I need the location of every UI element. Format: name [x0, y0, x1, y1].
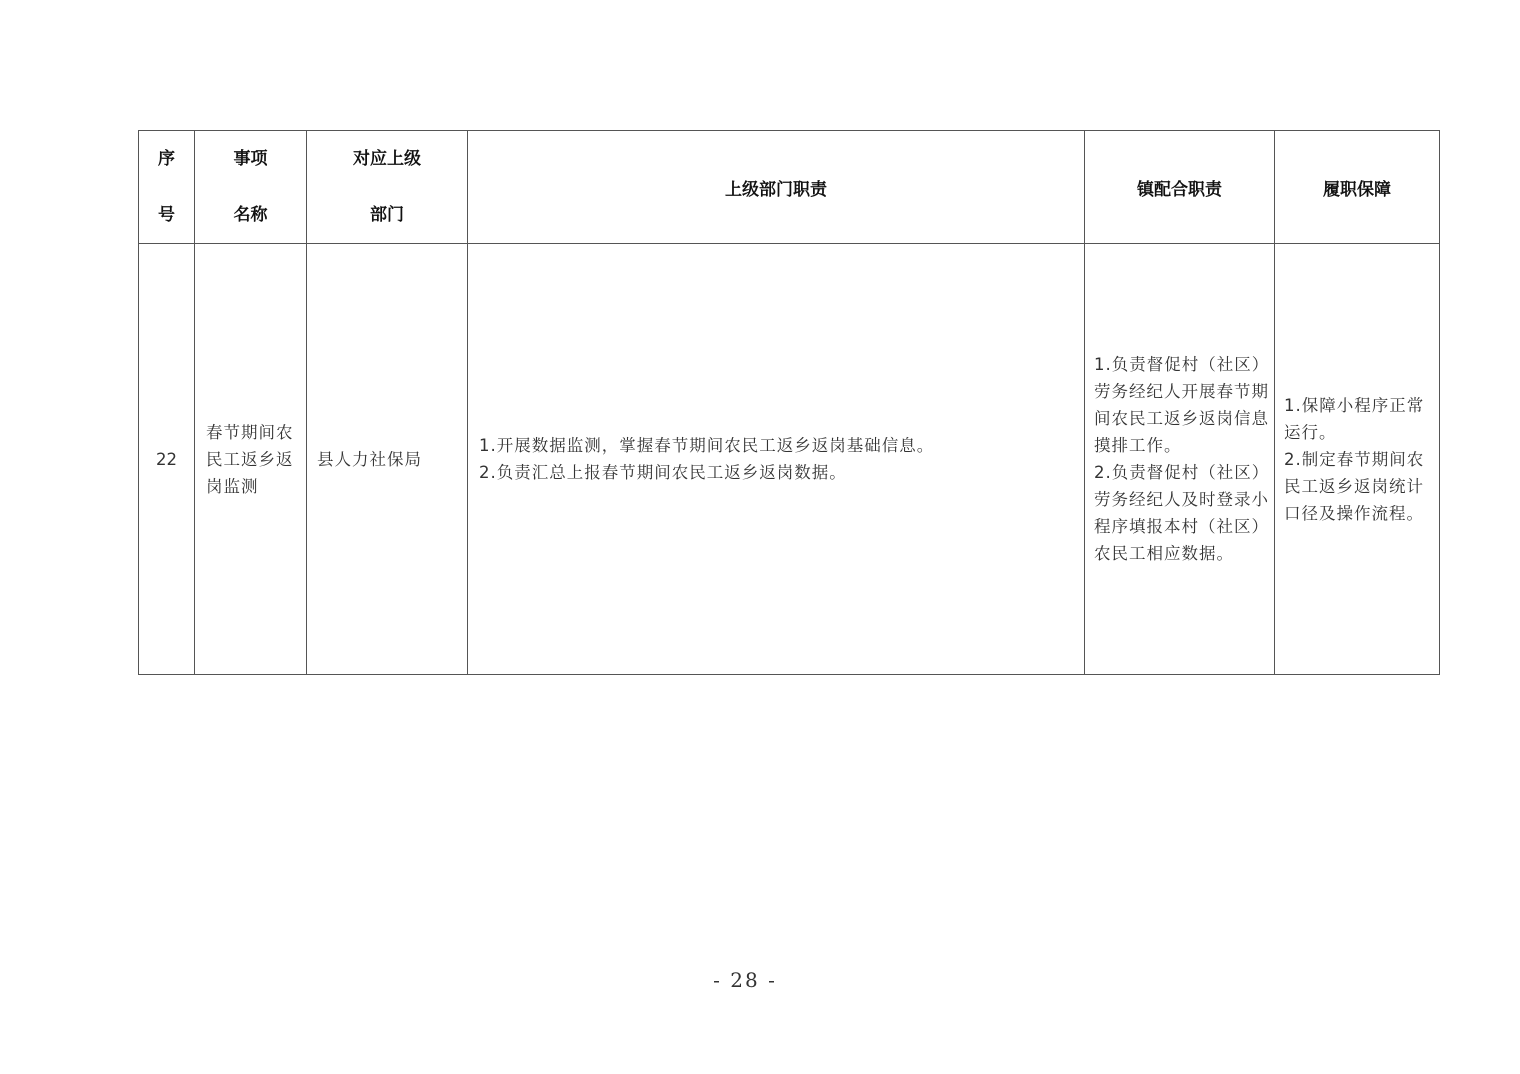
- header-item-line2: 名称: [233, 205, 268, 225]
- cell-item-name: [195, 244, 307, 675]
- header-serial-number: [139, 131, 195, 244]
- guarantee-line: 1.保障小程序正常运行。: [1284, 395, 1425, 442]
- cell-department: [307, 244, 468, 675]
- header-serial-line1: 序: [158, 149, 175, 169]
- town-duty-line: 1.负责督促村（社区）劳务经纪人开展春节期间农民工返乡返岗信息摸排工作。: [1094, 355, 1270, 455]
- page-number: - 28 -: [713, 968, 777, 992]
- header-corresponding-department: [307, 131, 468, 244]
- header-duty-guarantee: 履职保障: [1275, 131, 1440, 244]
- upper-duty-line: 2.负责汇总上报春节期间农民工返乡返岗数据。: [479, 463, 847, 482]
- table-body: [139, 244, 1440, 675]
- table-header: [139, 131, 1440, 244]
- cell-guarantee: [1275, 244, 1440, 675]
- header-serial-line2: 号: [158, 205, 175, 225]
- duty-table: [138, 130, 1440, 675]
- header-dept-line2: 部门: [370, 205, 404, 225]
- header-town-cooperation-duty: 镇配合职责: [1085, 131, 1275, 244]
- cell-upper-duty: [468, 244, 1085, 675]
- header-item-line1: 事项: [233, 149, 268, 169]
- town-duty-line: 2.负责督促村（社区）劳务经纪人及时登录小程序填报本村（社区）农民工相应数据。: [1094, 463, 1270, 563]
- item-name-text: 春节期间农民工返乡返岗监测: [206, 422, 294, 496]
- cell-serial-number: 22: [139, 244, 195, 675]
- header-upper-department-duty: 上级部门职责: [468, 131, 1085, 244]
- table-row: [139, 244, 1440, 675]
- guarantee-line: 2.制定春节期间农民工返乡返岗统计口径及操作流程。: [1284, 449, 1425, 523]
- header-row: [139, 131, 1440, 244]
- department-text: 县人力社保局: [317, 449, 422, 469]
- header-item-name: [195, 131, 307, 244]
- upper-duty-line: 1.开展数据监测，掌握春节期间农民工返乡返岗基础信息。: [479, 436, 935, 455]
- cell-town-duty: [1085, 244, 1275, 675]
- header-dept-line1: 对应上级: [353, 149, 421, 169]
